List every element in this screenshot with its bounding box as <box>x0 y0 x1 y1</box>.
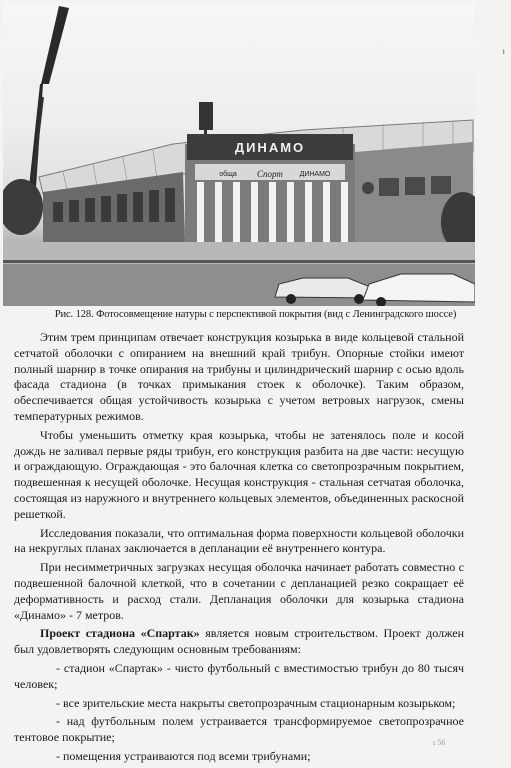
paragraph-4: При несимметричных загрузках несущая оболочка начинает работать совместно с подвешенной балочной клеткой, что в сочетании с депланацией резко сокращает её деформативность и расход стали. Депланация оболочки для козырька стадиона «Динамо» - 7 метров. <box>14 560 464 622</box>
list-item: - над футбольным полем устраивается трансформируемое светопрозрачное тентовое покрытие; <box>14 714 464 745</box>
banner-right-text: ДИНАМО <box>299 171 331 178</box>
paragraph-5-rest: является новым строительством. Проект должен был удовлетворять следующим основным требованиям: <box>14 626 464 657</box>
stadium-photo <box>3 2 475 306</box>
curb <box>3 260 475 263</box>
figure-caption: Рис. 128. Фотосовмещение натуры с перспективой покрытия (вид с Ленинградского шоссе) <box>54 309 457 320</box>
paragraph-5 <box>14 626 464 658</box>
margin-mark: ı <box>502 46 505 56</box>
body-text <box>14 330 464 768</box>
banner-left-text: обща <box>219 171 237 178</box>
banner-center-text: Спорт <box>257 169 283 179</box>
list-item: - все зрительские места накрыты светопрозрачным стационарным козырьком; <box>56 695 456 710</box>
paragraph-1: Этим трем принципам отвечает конструкция козырька в виде кольцевой стальной сетчатой оболочки с опиранием на внешний край трибун. Опорные стойки имеют полный шарнир в точке опирания на трибуны и цилиндрический шарнир с осью вдоль фасада стадиона (в точках примыкания стоек к оболочке). Таким образом, обеспечивается общая устойчивость козырька с учетом ветровых нагрузок, смены температурных режимов. <box>14 330 464 423</box>
paragraph-3: Исследования показали, что оптимальная форма поверхности кольцевой оболочки на некруглых планах заключается в депланации её внутреннего контура. <box>14 525 464 556</box>
list-item: - стадион «Спартак» - чисто футбольный с вместимостью трибун до 80 тысяч человек; <box>14 660 464 691</box>
stand-windows-right <box>379 176 451 196</box>
paragraph-2: Чтобы уменьшить отметку края козырька, чтобы не затенялось поле и косой дождь не заливал первые ряды трибун, его конструкция разбита на две части: несущую и ограждающую. Ограждающая - это балочная клетка со светопрозрачным покрытием, подвешенная к несущей оболочке. Несущая конструкция - стальная сетчатая оболочка, состоящая из наружного и внутреннего кольцевых элементов, объединенных раскосной решеткой. <box>14 427 464 521</box>
trees-left <box>3 179 43 235</box>
floodlight-mast <box>29 6 69 187</box>
page-footer-mark: ı 56 <box>433 738 446 747</box>
facade-emblem <box>362 182 374 194</box>
entrance-sign-text: ДИНАМО <box>234 140 306 155</box>
spartak-project-title: Проект стадиона «Спартак» <box>40 626 200 641</box>
requirements-list <box>14 661 464 765</box>
stadium-photo-illustration <box>3 2 475 306</box>
list-item: - помещения устраиваются под всеми трибунами; <box>56 748 311 763</box>
entrance-columns <box>197 182 348 244</box>
